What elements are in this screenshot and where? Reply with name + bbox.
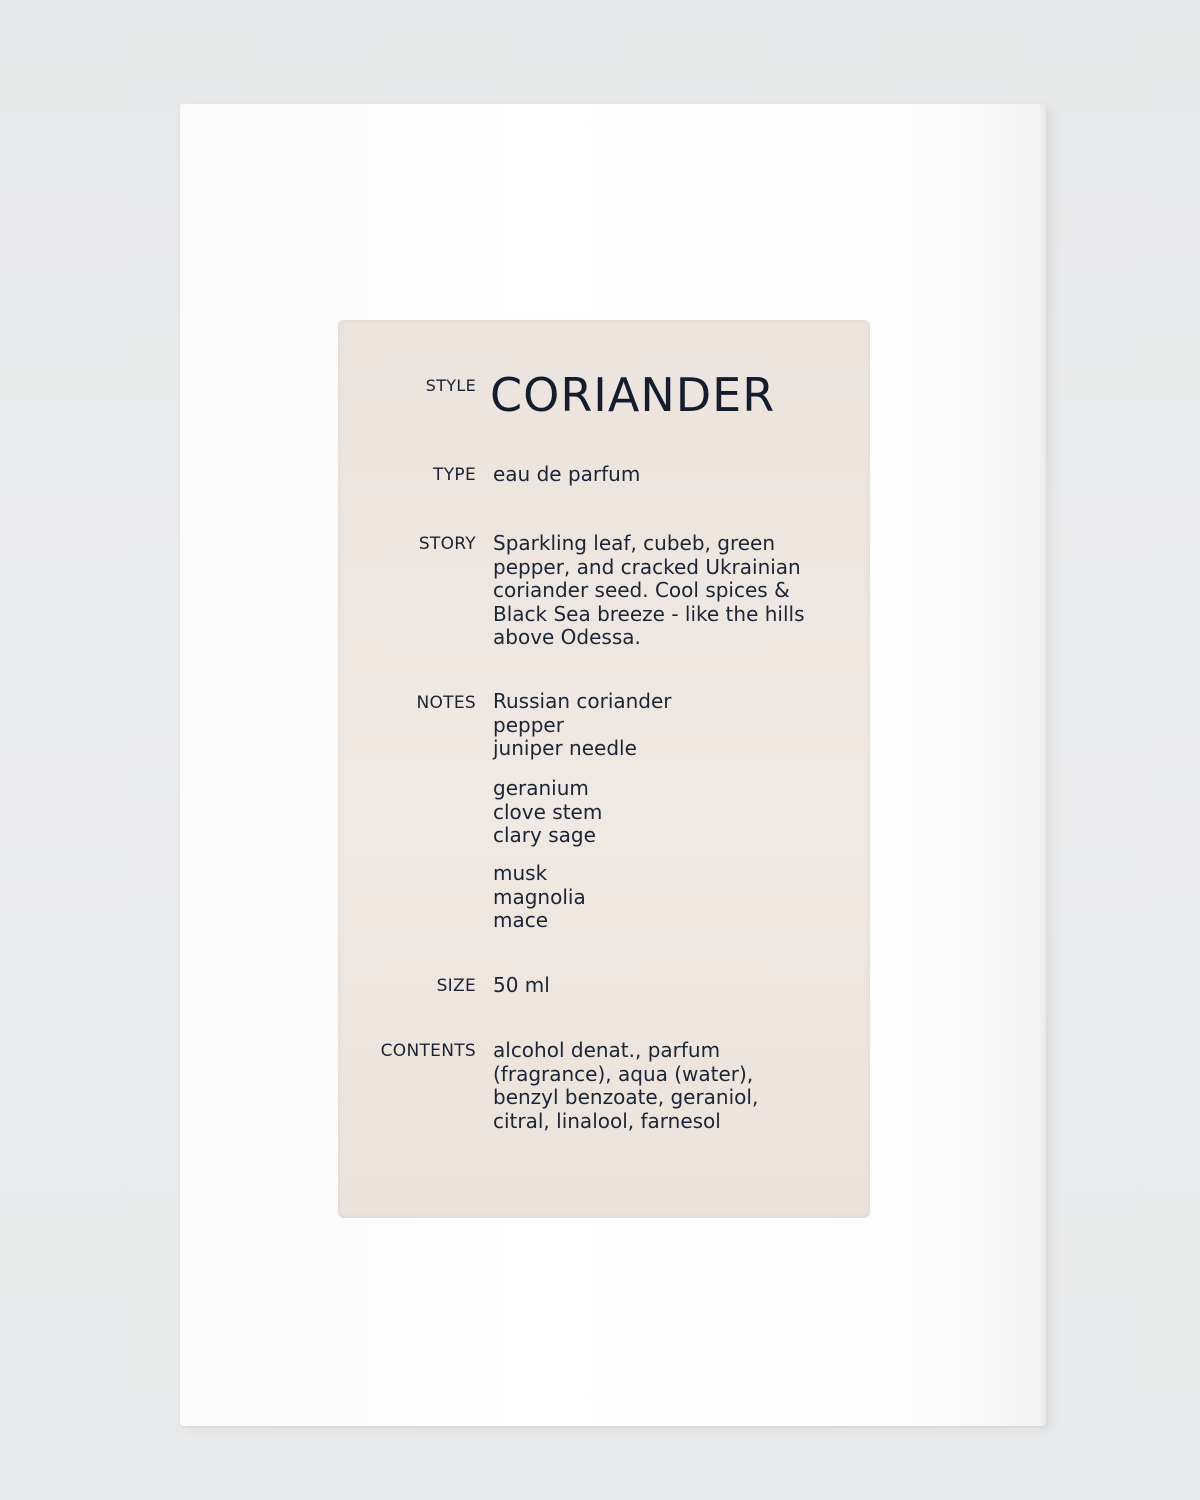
box-edge-shadow <box>1038 104 1046 1426</box>
type-label: TYPE <box>433 465 476 485</box>
size-value: 50 ml <box>493 973 550 997</box>
story-line: above Odessa. <box>493 625 641 649</box>
note-item: pepper <box>493 712 564 737</box>
type-value: eau de parfum <box>493 462 641 486</box>
story-line: pepper, and cracked Ukrainian <box>493 554 801 579</box>
contents-label: CONTENTS <box>380 1041 476 1061</box>
notes-top <box>493 690 672 761</box>
contents-line: alcohol denat., parfum <box>493 1038 721 1062</box>
notes-label: NOTES <box>416 693 476 713</box>
label-window <box>338 320 870 1218</box>
note-item: geranium <box>493 776 589 800</box>
contents-line: benzyl benzoate, geraniol, <box>493 1085 759 1109</box>
contents-text <box>493 1039 758 1133</box>
story-line: Sparkling leaf, cubeb, green <box>493 531 776 555</box>
contents-line: citral, linalool, farnesol <box>493 1108 721 1133</box>
notes-heart <box>493 777 602 848</box>
contents-line: (fragrance), aqua (water), <box>493 1061 754 1086</box>
note-item: musk <box>493 861 548 885</box>
story-label: STORY <box>418 534 476 554</box>
note-item: clove stem <box>493 799 603 824</box>
note-item: Russian coriander <box>493 689 672 713</box>
notes-base <box>493 862 586 933</box>
story-text <box>493 532 821 650</box>
note-item: magnolia <box>493 884 586 909</box>
note-item: juniper needle <box>493 736 637 760</box>
note-item: mace <box>493 908 549 932</box>
size-label: SIZE <box>436 976 476 996</box>
story-line: coriander seed. Cool spices & <box>493 578 790 602</box>
product-name: CORIANDER <box>490 368 776 422</box>
story-line: Black Sea breeze - like the hills <box>493 601 805 626</box>
note-item: clary sage <box>493 823 596 847</box>
style-label: STYLE <box>425 376 476 395</box>
